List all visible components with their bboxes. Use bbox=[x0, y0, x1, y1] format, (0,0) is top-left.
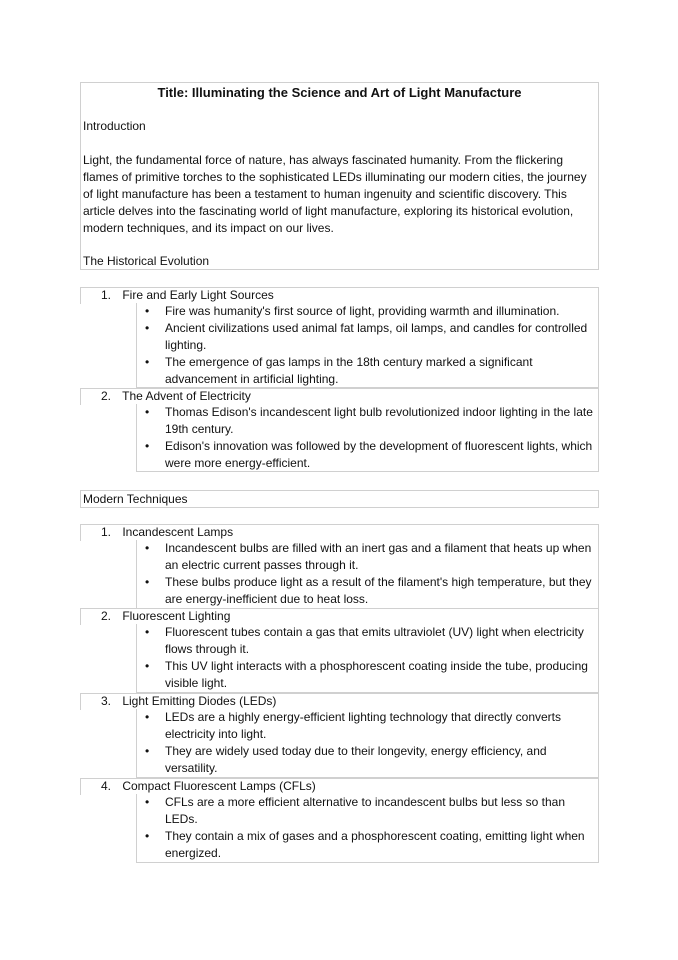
list-item: • Ancient civilizations used animal fat lamps, oil lamps, and candles for controlled lighting. bbox=[137, 320, 598, 354]
modern-item-header bbox=[80, 778, 599, 795]
list-item: • Edison's innovation was followed by the development of fluorescent lights, which were more energy-efficient. bbox=[137, 438, 598, 472]
list-item: • This UV light interacts with a phosphorescent coating inside the tube, producing visible light. bbox=[137, 658, 598, 692]
modern-item-bullets bbox=[136, 794, 599, 863]
list-item: • Incandescent bulbs are filled with an inert gas and a filament that heats up when an electric current passes through it. bbox=[137, 540, 598, 574]
intro-section bbox=[80, 82, 599, 270]
history-item-header bbox=[80, 287, 599, 304]
modern-item-title: 4. Compact Fluorescent Lamps (CFLs) bbox=[101, 779, 316, 793]
history-item-bullets bbox=[136, 404, 599, 472]
modern-item-bullets bbox=[136, 540, 599, 609]
modern-item-header bbox=[80, 524, 599, 541]
list-item: • Fluorescent tubes contain a gas that emits ultraviolet (UV) light when electricity flows through it. bbox=[137, 624, 598, 658]
modern-item-title: 2. Fluorescent Lighting bbox=[101, 609, 231, 623]
modern-item-bullets bbox=[136, 624, 599, 693]
list-item: • Fire was humanity's first source of light, providing warmth and illumination. bbox=[137, 303, 598, 320]
list-item: • The emergence of gas lamps in the 18th century marked a significant advancement in artificial lighting. bbox=[137, 354, 598, 388]
history-item-header bbox=[80, 388, 599, 405]
modern-item-header bbox=[80, 693, 599, 710]
modern-techniques-heading: Modern Techniques bbox=[83, 492, 188, 506]
list-item: • Thomas Edison's incandescent light bulb revolutionized indoor lighting in the late 19th century. bbox=[137, 404, 598, 438]
list-item: • LEDs are a highly energy-efficient lighting technology that directly converts electricity into light. bbox=[137, 709, 598, 743]
modern-techniques-header bbox=[80, 490, 599, 508]
history-item-bullets bbox=[136, 303, 599, 388]
historical-evolution-heading: The Historical Evolution bbox=[83, 254, 210, 268]
list-item: • These bulbs produce light as a result of the filament's high temperature, but they are energy-inefficient due to heat loss. bbox=[137, 574, 598, 608]
intro-paragraph: Light, the fundamental force of nature, has always fascinated humanity. From the flickering flames of primitive torches to the sophisticated LEDs illuminating our modern cities, the journey of light manufacture has been a testament to human ingenuity and scientific discovery. This article delves into the fascinating world of light manufacture, exploring its historical evolution, modern techniques, and its impact on our lives. bbox=[83, 153, 587, 235]
modern-item-header bbox=[80, 608, 599, 625]
list-item: • They are widely used today due to their longevity, energy efficiency, and versatility. bbox=[137, 743, 598, 777]
modern-item-title: 1. Incandescent Lamps bbox=[101, 525, 234, 539]
list-item: • They contain a mix of gases and a phosphorescent coating, emitting light when energized. bbox=[137, 828, 598, 862]
modern-item-title: 3. Light Emitting Diodes (LEDs) bbox=[101, 694, 277, 708]
page-title: Title: Illuminating the Science and Art of Light Manufacture bbox=[157, 85, 522, 100]
history-item-title: 2. The Advent of Electricity bbox=[101, 389, 251, 403]
intro-heading: Introduction bbox=[83, 119, 146, 133]
list-item: • CFLs are a more efficient alternative to incandescent bulbs but less so than LEDs. bbox=[137, 794, 598, 828]
history-item-title: 1. Fire and Early Light Sources bbox=[101, 288, 274, 302]
modern-item-bullets bbox=[136, 709, 599, 778]
